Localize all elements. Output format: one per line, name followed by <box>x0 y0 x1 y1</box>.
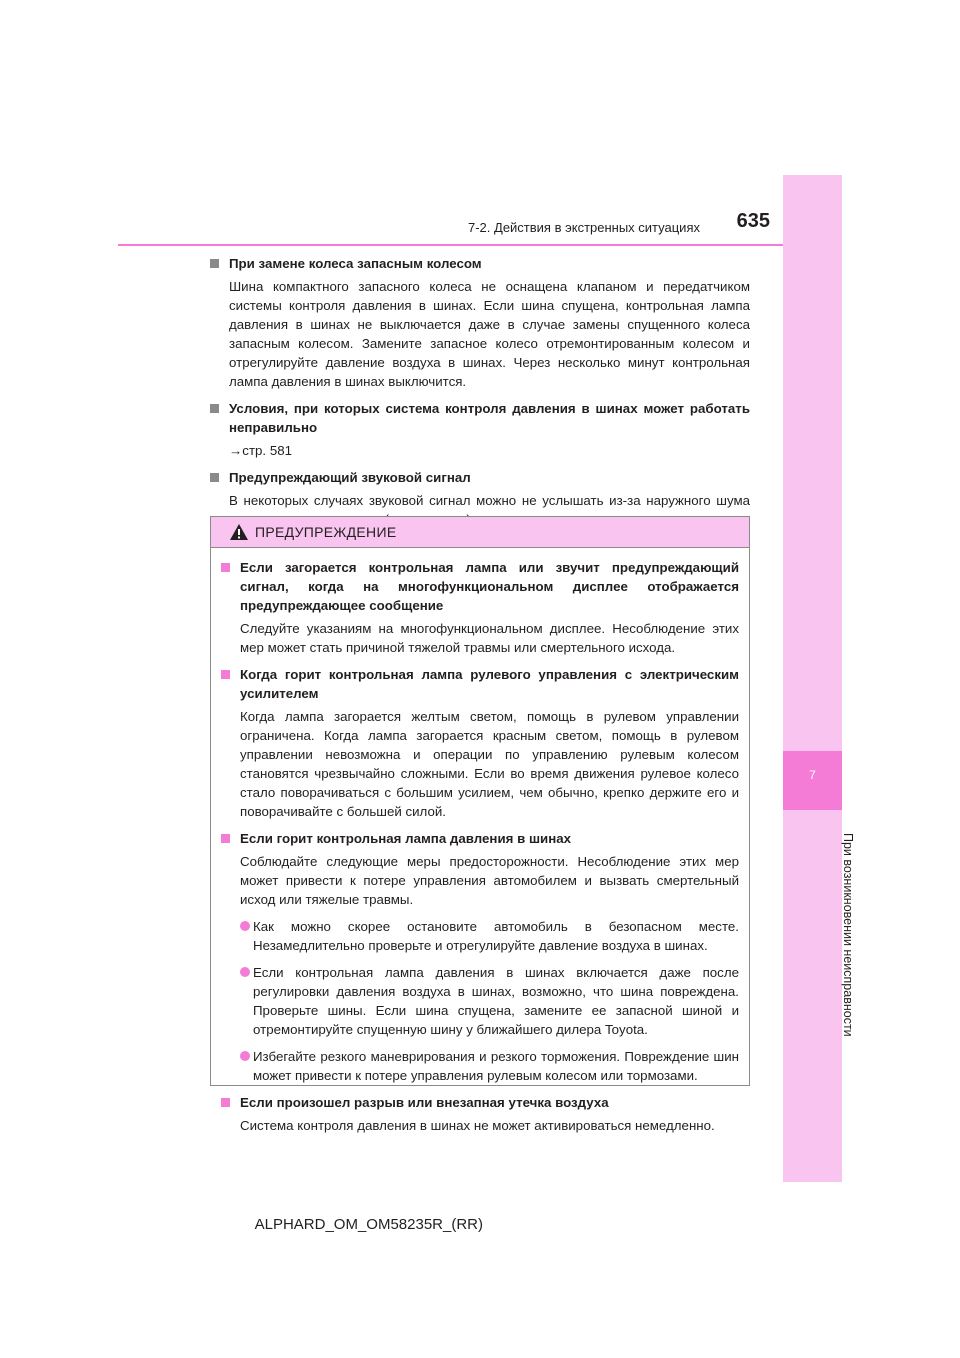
header-divider <box>118 244 783 246</box>
warning-paragraph: Когда лампа загорается желтым светом, помощь в рулевом управлении ограничена. Когда лампа загорается красным светом, помощь в рулевом управлении невозможна и операции по управлению рулевым колесом становятся чрезвычайно сложными. Если во время движения рулевое колесо стало поворачиваться с большим усилием, чем обычно, крепко держите его и поворачивайте с большей силой. <box>240 709 739 819</box>
chapter-number: 7 <box>809 768 816 782</box>
warning-paragraph: Следуйте указаниям на многофункциональном дисплее. Несоблюдение этих мер может стать причиной тяжелой травмы или смертельного исхода. <box>240 621 739 655</box>
section-paragraph: В некоторых случаях звуковой сигнал можно не услышать из-за наружного шума <box>229 493 750 508</box>
square-bullet-icon <box>221 1098 230 1107</box>
section-heading <box>210 468 750 487</box>
square-bullet-icon <box>221 670 230 679</box>
warning-heading-text: Когда горит контрольная лампа рулевого управления с электрическим усилителем <box>240 667 739 701</box>
section-heading <box>210 399 750 437</box>
square-bullet-icon <box>210 404 219 413</box>
square-bullet-icon <box>221 563 230 572</box>
warning-paragraph: Система контроля давления в шинах не может активироваться немедленно. <box>240 1118 715 1133</box>
warning-heading-text: Если произошел разрыв или внезапная утечка воздуха <box>240 1095 609 1110</box>
list-item <box>221 917 739 955</box>
page-number: 635 <box>736 210 770 232</box>
warning-body <box>211 548 749 1135</box>
section-heading-text: При замене колеса запасным колесом <box>229 256 482 271</box>
section-heading-text: Условия, при которых система контроля давления в шинах может работать неправильно <box>229 401 750 435</box>
warning-heading <box>221 1093 739 1112</box>
warning-heading <box>221 829 739 848</box>
warning-box <box>210 516 750 1133</box>
circle-bullet-icon <box>240 967 250 977</box>
section-paragraph: Шина компактного запасного колеса не оснащена клапаном и передатчиком системы контроля давления в шинах. Если шина спущена, контрольная лампа давления в шинах не выключается даже в случае замены спущенного колеса запасным колесом. Замените запасное колесо отремонтированным колесом и отрегулируйте давление воздуха в шинах. Через несколько минут контрольная лампа давления в шинах выключится. <box>229 279 750 389</box>
warning-heading-text: Если горит контрольная лампа давления в шинах <box>240 831 572 846</box>
chapter-title-text: При возникновении неисправности <box>841 833 855 1037</box>
warning-heading-text: Если загорается контрольная лампа или звучит предупреждающий сигнал, когда на многофункциональном дисплее отображается предупреждающее сообщение <box>240 560 739 613</box>
warning-paragraph: Соблюдайте следующие меры предосторожности. Несоблюдение этих мер может привести к потере управления автомобилем и вызвать смертельный исход или тяжелые травмы. <box>240 854 739 907</box>
circle-bullet-icon <box>240 921 250 931</box>
list-item <box>221 1047 739 1085</box>
warning-heading <box>221 665 739 703</box>
document-code: ALPHARD_OM_OM58235R_(RR) <box>254 1216 483 1233</box>
square-bullet-icon <box>210 473 219 482</box>
main-content <box>210 254 750 529</box>
warning-heading <box>221 558 739 615</box>
warning-title: ПРЕДУПРЕЖДЕНИЕ <box>255 524 397 540</box>
warning-triangle-icon <box>229 523 249 541</box>
circle-bullet-icon <box>240 1051 250 1061</box>
chapter-title <box>770 825 855 1045</box>
section-heading <box>210 254 750 273</box>
square-bullet-icon <box>221 834 230 843</box>
section-heading-text: Предупреждающий звуковой сигнал <box>229 470 471 485</box>
square-bullet-icon <box>210 259 219 268</box>
list-item-text: Если контрольная лампа давления в шинах включается даже после регулировки давления воздуха в шинах, возможно, что шина повреждена. Проверьте шины. Если шина спущена, замените ее запасной шиной и отремонтируйте спущенную шину у ближайшего дилера Toyota. <box>253 965 739 1037</box>
page-reference-link[interactable]: →стр. 581 <box>229 443 293 458</box>
list-item-text: Как можно скорее остановите автомобиль в безопасном месте. Незамедлительно проверьте и отрегулируйте давление воздуха в шинах. <box>253 919 739 953</box>
list-item-text: Избегайте резкого маневрирования и резкого торможения. Повреждение шин может привести к потере управления рулевым колесом или тормозами. <box>253 1049 739 1083</box>
warning-header <box>211 517 749 548</box>
section-title: 7-2. Действия в экстренных ситуациях <box>468 220 700 235</box>
list-item <box>221 963 739 1039</box>
